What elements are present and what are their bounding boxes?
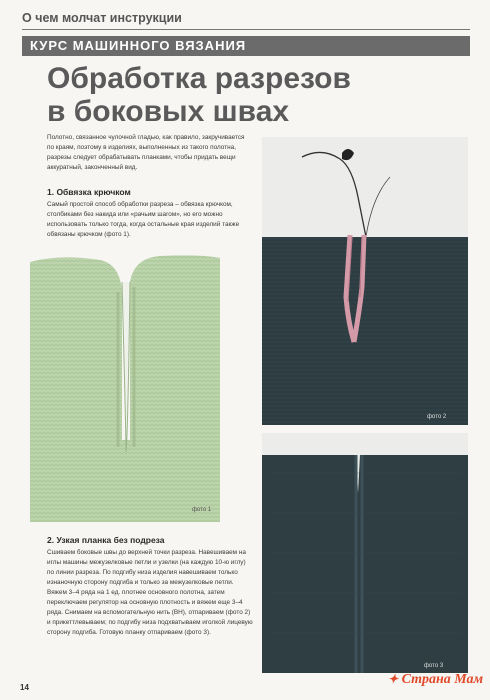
photo-1-label: фото 1	[192, 507, 212, 513]
article-title-line1: Обработка разрезов	[47, 62, 351, 95]
watermark-star-icon: ✦	[388, 672, 399, 686]
watermark-logo	[388, 672, 483, 688]
section-title: КУРС МАШИННОГО ВЯЗАНИЯ	[30, 38, 247, 53]
photo-1	[30, 252, 220, 522]
knit-dark-finished-image	[262, 433, 468, 673]
article-title-line2: в боковых швах	[47, 95, 290, 128]
page-number: 14	[20, 683, 29, 692]
intro-paragraph: Полотно, связанное чулочной гладью, как правило, закручивается по краям, поэтому в изделиях, выполненных из такого полотна, разрезы следует обрабатывать планками, чтобы придать вещи аккуратный, законченный вид.	[47, 134, 245, 171]
section1-text: Самый простой способ обработки разреза – обвязка крючком, столбиками без накида или «рачьим шагом», но его можно использовать только тогда, когда остальные края изделий также обвязаны крючком (фото 1).	[47, 201, 240, 238]
rubric-title: О чем молчат инструкции	[22, 11, 182, 25]
section2-text: Сшиваем боковые швы до верхней точки разреза. Навешиваем на иглы машины межузелковые петли и узелки (на каждую 10-ю иглу) по линии разреза. По подгибу низа изделия навешиваем только изнаночную сторону подгиба и только за межузелковые петли. Вяжем 3–4 ряда на 1 ед. плотнее основного полотна, затем переключаем регулятор на основную плотность и вяжем еще 3–4 ряда. Снимаем на вспомогательную нить (ВН), отпариваем (фото 2) и прикеттлевываем; по подгибу низа подхватываем иголкой лицевую сторону подгиба. Готовую планку отпариваем (фото 3).	[47, 549, 253, 636]
photo-3	[262, 433, 468, 673]
section2-heading: 2. Узкая планка без подреза	[47, 535, 165, 545]
photo-3-label: фото 3	[424, 663, 444, 669]
knit-dark-trim-image	[262, 137, 468, 425]
section1-heading: 1. Обвязка крючком	[47, 187, 131, 197]
knit-green-image	[30, 252, 220, 522]
watermark-text: Страна Мам	[401, 672, 484, 687]
article-title	[47, 62, 427, 128]
photo-2-label: фото 2	[427, 414, 447, 420]
photo-2	[262, 137, 468, 425]
rubric-divider	[22, 29, 470, 30]
